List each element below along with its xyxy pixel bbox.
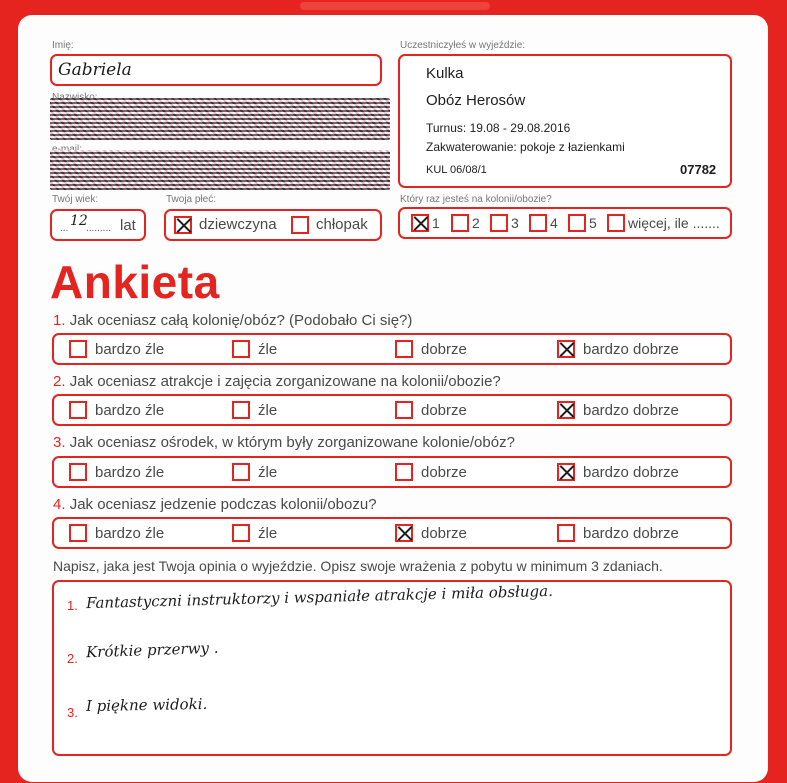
age-value: 12 — [70, 213, 88, 229]
gender-checkbox-girl[interactable] — [174, 216, 192, 234]
opinion-line-2: Krótkie przerwy . — [85, 638, 219, 662]
question-4 — [53, 496, 377, 513]
q2-checkbox-good[interactable] — [395, 401, 413, 419]
q2-checkbox-very-bad[interactable] — [69, 401, 87, 419]
q1-checkbox-bad[interactable] — [232, 340, 250, 358]
question-2 — [53, 373, 501, 390]
q4-checkbox-very-good[interactable] — [557, 524, 575, 542]
page-title: Ankieta — [50, 256, 220, 308]
gender-option-boy: chłopak — [316, 216, 368, 233]
times-option-2: 2 — [472, 215, 480, 231]
question-3 — [53, 434, 515, 451]
camp-turnus: Turnus: 19.08 - 29.08.2016 — [426, 121, 571, 135]
q2-option-bad: źle — [258, 402, 278, 419]
q1-checkbox-very-bad[interactable] — [69, 340, 87, 358]
q3-checkbox-good[interactable] — [395, 463, 413, 481]
opinion-number-2: 2. — [67, 651, 78, 666]
camp-code: KUL 06/08/1 — [426, 164, 487, 176]
times-checkbox-1[interactable] — [411, 214, 429, 232]
question-text: Jak oceniasz ośrodek, w którym były zorganizowane kolonie/obóz? — [69, 434, 515, 451]
question-number: 4. — [53, 496, 66, 513]
q3-option-good: dobrze — [421, 464, 467, 481]
gender-option-girl: dziewczyna — [199, 216, 277, 233]
q1-option-very-bad: bardzo źle — [95, 341, 165, 358]
name-field[interactable] — [50, 54, 382, 86]
question-1 — [53, 312, 412, 329]
page-edge-mark — [300, 2, 490, 10]
q2-checkbox-bad[interactable] — [232, 401, 250, 419]
q2-option-very-bad: bardzo źle — [95, 402, 165, 419]
opinion-number-3: 3. — [67, 705, 78, 720]
age-field[interactable] — [50, 209, 146, 241]
camp-info-box — [398, 54, 732, 188]
q3-checkbox-bad[interactable] — [232, 463, 250, 481]
q3-option-bad: źle — [258, 464, 278, 481]
times-checkbox-more[interactable] — [607, 214, 625, 232]
times-checkbox-2[interactable] — [451, 214, 469, 232]
q4-option-very-good: bardzo dobrze — [583, 525, 679, 542]
q4-option-very-bad: bardzo źle — [95, 525, 165, 542]
name-label: Imię: — [52, 40, 74, 51]
q4-option-bad: źle — [258, 525, 278, 542]
q2-option-very-good: bardzo dobrze — [583, 402, 679, 419]
q2-checkbox-very-good[interactable] — [557, 401, 575, 419]
camp-number: 07782 — [680, 162, 717, 177]
opinion-prompt: Napisz, jaka jest Twoja opinia o wyjeździe. Opisz swoje wrażenia z pobytu w minimum 3 zdaniach. — [53, 558, 663, 574]
q4-checkbox-very-bad[interactable] — [69, 524, 87, 542]
q3-checkbox-very-good[interactable] — [557, 463, 575, 481]
age-dots-after: ......... — [86, 223, 112, 234]
question-number: 3. — [53, 434, 66, 451]
gender-checkbox-boy[interactable] — [291, 216, 309, 234]
q1-option-good: dobrze — [421, 341, 467, 358]
age-dots-before: ... — [60, 223, 69, 234]
question-text: Jak oceniasz jedzenie podczas kolonii/obozu? — [69, 496, 377, 513]
q1-option-very-good: bardzo dobrze — [583, 341, 679, 358]
email-redacted — [50, 150, 390, 190]
opinion-line-3: I piękne widoki. — [85, 694, 208, 716]
q1-checkbox-good[interactable] — [395, 340, 413, 358]
times-checkbox-5[interactable] — [568, 214, 586, 232]
q1-option-bad: źle — [258, 341, 278, 358]
question-text: Jak oceniasz atrakcje i zajęcia zorganizowane na kolonii/obozie? — [69, 373, 501, 390]
times-option-5: 5 — [589, 215, 597, 231]
times-option-1: 1 — [432, 215, 440, 231]
times-option-3: 3 — [511, 215, 519, 231]
question-text: Jak oceniasz całą kolonię/obóz? (Podobało Ci się?) — [69, 312, 413, 329]
question-number: 1. — [53, 312, 66, 329]
age-unit: lat — [120, 217, 136, 234]
participant-label: Uczestniczyłeś w wyjeździe: — [400, 40, 526, 51]
opinion-number-1: 1. — [67, 598, 78, 613]
q3-option-very-good: bardzo dobrze — [583, 464, 679, 481]
q4-option-good: dobrze — [421, 525, 467, 542]
times-option-more: więcej, ile ....... — [628, 215, 720, 231]
times-label: Który raz jesteś na kolonii/obozie? — [400, 194, 552, 205]
q1-checkbox-very-good[interactable] — [557, 340, 575, 358]
q4-checkbox-good[interactable] — [395, 524, 413, 542]
q2-option-good: dobrze — [421, 402, 467, 419]
surname-redacted — [50, 98, 390, 140]
camp-program: Obóz Herosów — [426, 92, 526, 109]
q4-checkbox-bad[interactable] — [232, 524, 250, 542]
opinion-line-1: Fantastyczni instruktorzy i wspaniałe atrakcje i miła obsługa. — [85, 581, 554, 613]
q3-checkbox-very-bad[interactable] — [69, 463, 87, 481]
times-checkbox-4[interactable] — [529, 214, 547, 232]
times-checkbox-3[interactable] — [490, 214, 508, 232]
name-value: Gabriela — [58, 60, 132, 80]
camp-accommodation: Zakwaterowanie: pokoje z łazienkami — [426, 140, 625, 154]
age-label: Twój wiek: — [52, 194, 99, 205]
times-option-4: 4 — [550, 215, 558, 231]
camp-name: Kulka — [426, 65, 464, 82]
gender-label: Twoja płeć: — [166, 194, 217, 205]
q3-option-very-bad: bardzo źle — [95, 464, 165, 481]
question-number: 2. — [53, 373, 66, 390]
